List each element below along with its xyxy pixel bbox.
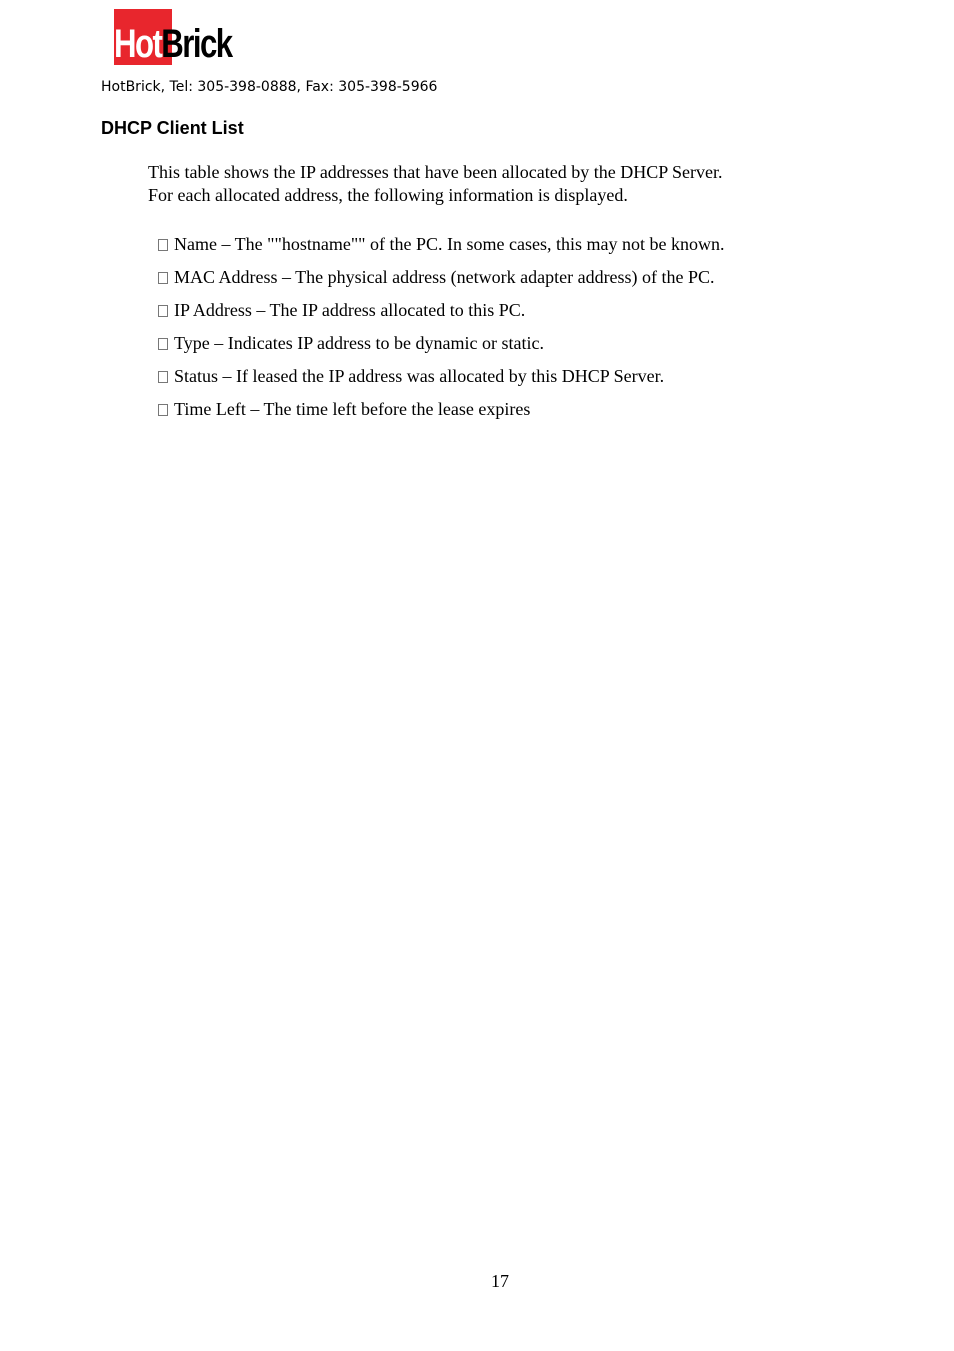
page-number: 17	[491, 1271, 509, 1291]
intro-line-1: This table shows the IP addresses that have been allocated by the DHCP Server.	[148, 162, 723, 182]
list-item-text: IP Address – The IP address allocated to this PC.	[174, 300, 526, 320]
list-item-text: Time Left – The time left before the lease expires	[174, 399, 531, 419]
intro-paragraph	[148, 161, 723, 207]
bullet-box-icon	[158, 239, 168, 251]
logo-brick-text: Brick	[161, 22, 232, 66]
field-description-list	[158, 233, 724, 431]
logo-wordmark	[114, 23, 232, 65]
list-item	[158, 299, 724, 332]
list-item	[158, 233, 724, 266]
bullet-box-icon	[158, 371, 168, 383]
list-item-text: Name – The ""hostname"" of the PC. In some cases, this may not be known.	[174, 234, 725, 254]
bullet-box-icon	[158, 305, 168, 317]
logo-hot-text: Hot	[114, 22, 162, 66]
list-item-text: Status – If leased the IP address was allocated by this DHCP Server.	[174, 366, 665, 386]
list-item-text: Type – Indicates IP address to be dynamic or static.	[174, 333, 544, 353]
intro-line-2: For each allocated address, the following information is displayed.	[148, 185, 628, 205]
bullet-box-icon	[158, 272, 168, 284]
list-item	[158, 332, 724, 365]
hotbrick-logo	[114, 9, 256, 65]
list-item	[158, 365, 724, 398]
list-item	[158, 398, 724, 431]
list-item-text: MAC Address – The physical address (network adapter address) of the PC.	[174, 267, 715, 287]
bullet-box-icon	[158, 338, 168, 350]
section-title: DHCP Client List	[101, 118, 244, 138]
list-item	[158, 266, 724, 299]
contact-line: HotBrick, Tel: 305-398-0888, Fax: 305-398-5966	[101, 79, 438, 95]
bullet-box-icon	[158, 404, 168, 416]
